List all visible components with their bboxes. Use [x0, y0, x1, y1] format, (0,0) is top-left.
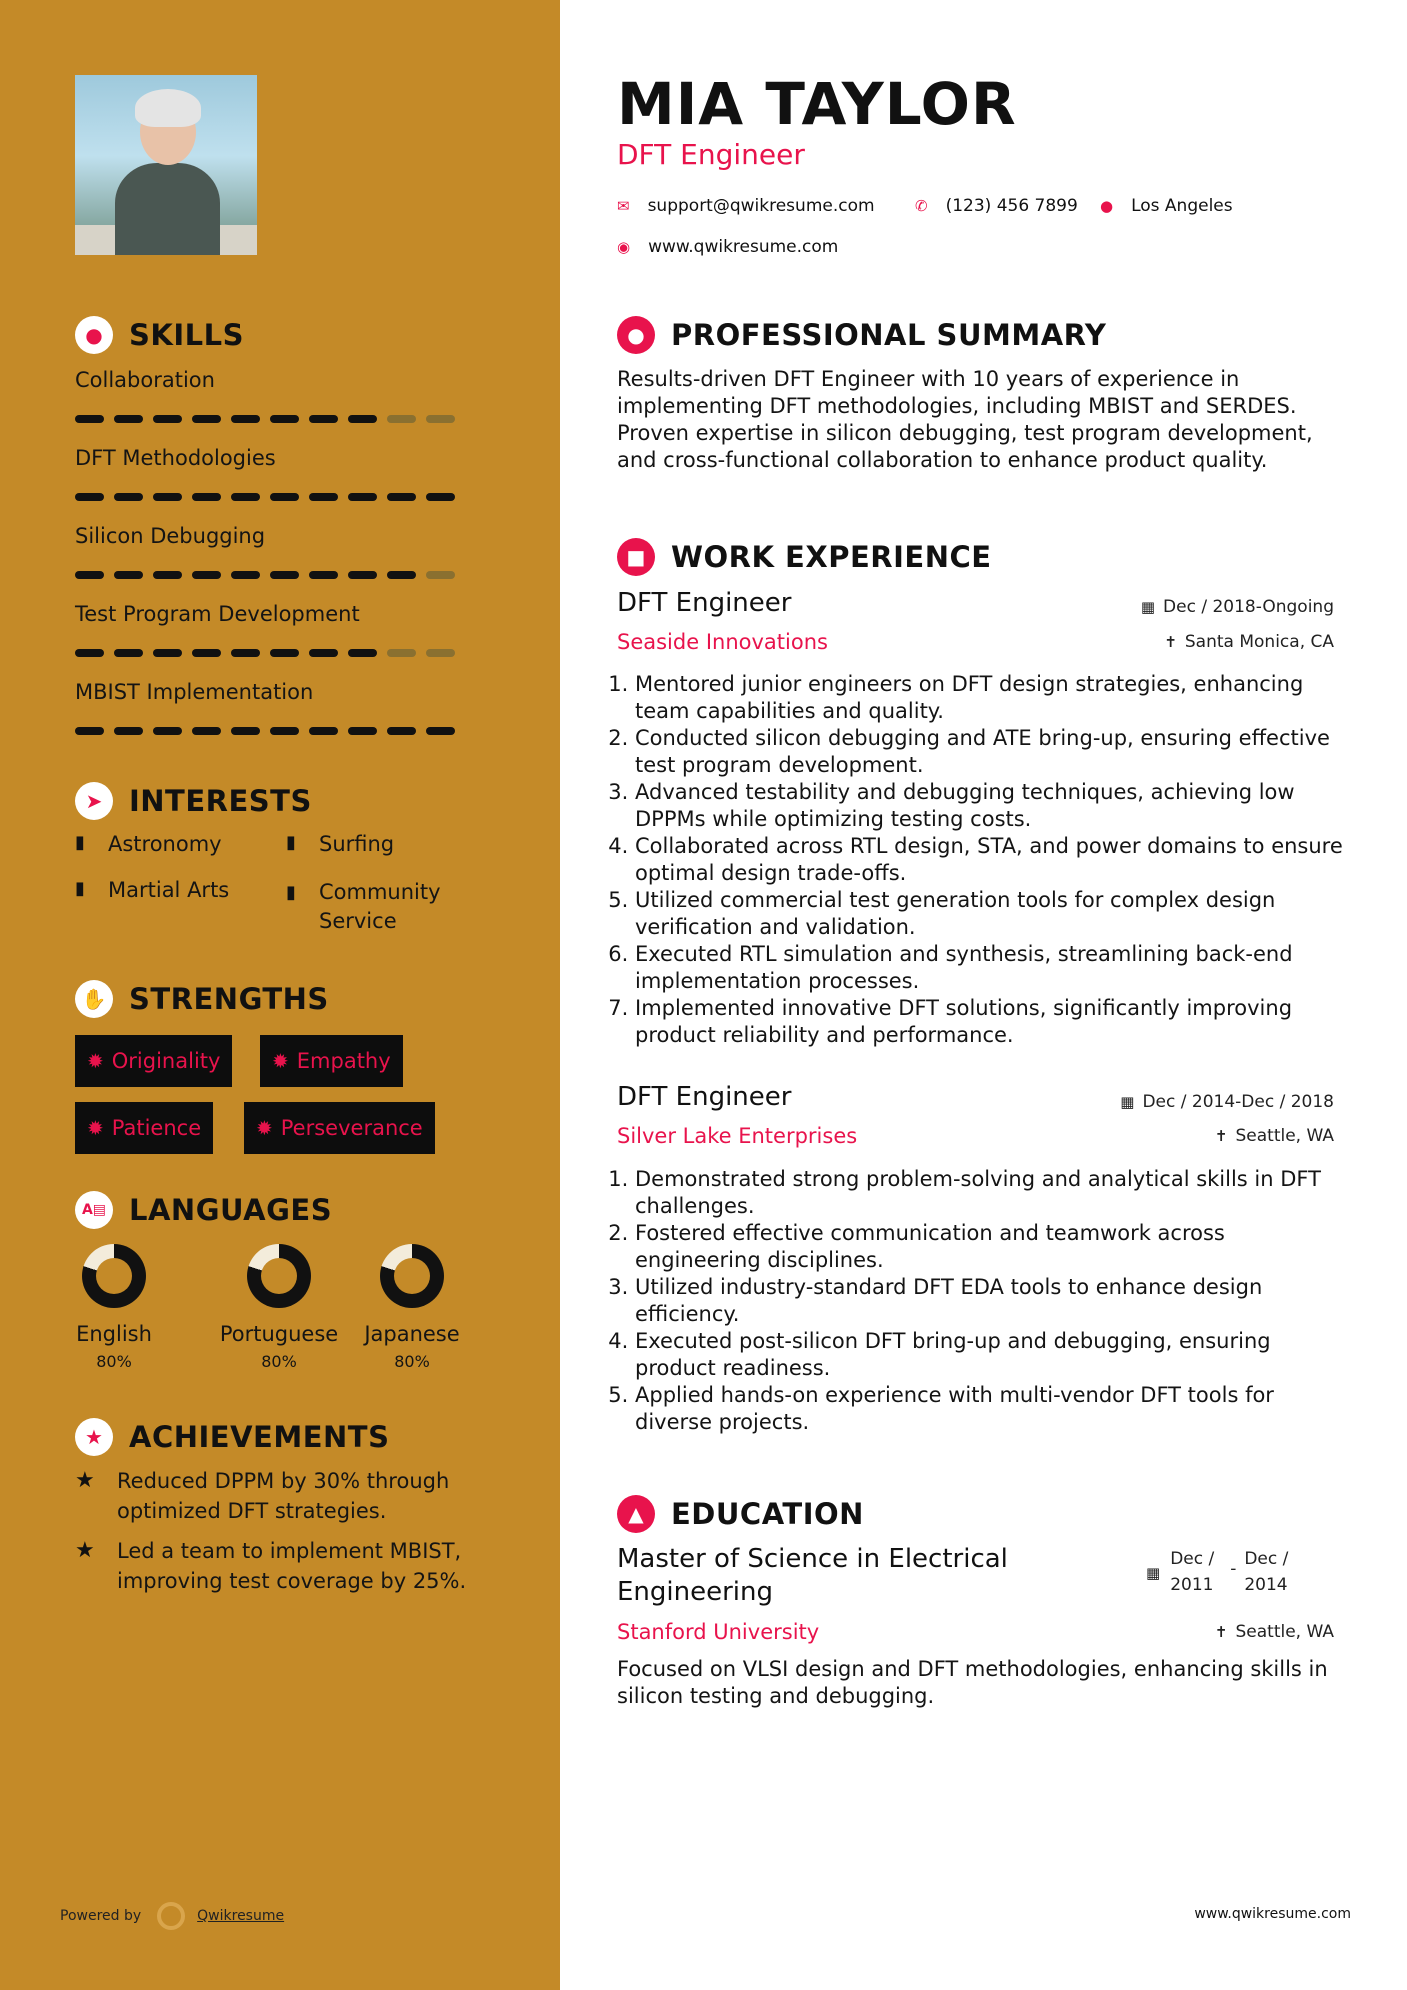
- main-content: [560, 0, 1407, 1990]
- pin-icon: ✝: [1164, 633, 1177, 651]
- powered-by-label: Powered by: [60, 1908, 142, 1924]
- interests-title: INTERESTS: [129, 784, 312, 818]
- job-location-text: Santa Monica, CA: [1184, 632, 1334, 652]
- language-name: English: [76, 1322, 152, 1346]
- skill-level-dash: [153, 493, 182, 501]
- skill-level-dash: [387, 493, 416, 501]
- skill-level-dash: [153, 415, 182, 423]
- strength-tag: [75, 1102, 213, 1154]
- job-location: [1164, 632, 1334, 652]
- skill-level-bar: [75, 415, 455, 423]
- skill-level-dash: [309, 571, 338, 579]
- achievement-item: [75, 1536, 495, 1596]
- paper-plane-icon: ➤: [75, 782, 113, 820]
- duty-item: 5. Utilized commercial test generation tools for complex design verification and validation.: [635, 887, 1357, 941]
- contact-phone[interactable]: [915, 196, 1078, 216]
- education-location-text: Seattle, WA: [1235, 1622, 1334, 1642]
- interests-header: [75, 782, 312, 820]
- strength-tag: [244, 1102, 435, 1154]
- school-name: Stanford University: [617, 1620, 820, 1644]
- globe-icon: ◉: [617, 238, 631, 256]
- duty-item: 6. Executed RTL simulation and synthesis, streamlining back-end implementation processes.: [635, 941, 1357, 995]
- skill-level-dash: [75, 493, 104, 501]
- language-donut: [380, 1244, 444, 1308]
- skill-level-dash: [192, 727, 221, 735]
- duty-item: 1. Demonstrated strong problem-solving and analytical skills in DFT challenges.: [635, 1166, 1357, 1220]
- job-dates-text: Dec / 2018-Ongoing: [1163, 597, 1334, 617]
- interest-label: Astronomy: [108, 832, 222, 856]
- skill-level-dash: [387, 649, 416, 657]
- achievements-title: ACHIEVEMENTS: [129, 1420, 390, 1454]
- location-text: Los Angeles: [1131, 196, 1233, 216]
- degree-title: Master of Science in Electrical Engineering: [617, 1544, 1008, 1607]
- achievements-header: [75, 1418, 389, 1456]
- skill-level-dash: [426, 493, 455, 501]
- skill-level-dash: [387, 415, 416, 423]
- education-start-date: Dec / 2011: [1170, 1549, 1215, 1595]
- interest-label: Martial Arts: [108, 878, 230, 902]
- job-title: DFT Engineer: [617, 1082, 792, 1112]
- badge-icon: ✹: [272, 1049, 289, 1073]
- skill-label: Collaboration: [75, 368, 215, 392]
- job-duties: [617, 671, 1357, 1049]
- language-name: Japanese: [364, 1322, 460, 1346]
- strength-tag: [75, 1035, 232, 1087]
- skill-level-dash: [426, 727, 455, 735]
- translate-icon: A▤: [75, 1191, 113, 1229]
- book-icon: ▮: [286, 882, 296, 903]
- qwikresume-logo-icon: [157, 1902, 185, 1930]
- skill-level-dash: [348, 571, 377, 579]
- book-icon: ▮: [75, 832, 85, 853]
- footer-url[interactable]: www.qwikresume.com: [1194, 1906, 1351, 1922]
- skill-level-dash: [309, 415, 338, 423]
- job-company: Silver Lake Enterprises: [617, 1124, 858, 1148]
- star-icon: ★: [75, 1418, 113, 1456]
- skill-level-dash: [426, 415, 455, 423]
- duty-item: 5. Applied hands-on experience with multi-vendor DFT tools for diverse projects.: [635, 1382, 1357, 1436]
- duty-item: 3. Utilized industry-standard DFT EDA tools to enhance design efficiency.: [635, 1274, 1357, 1328]
- skill-level-dash: [75, 571, 104, 579]
- skill-level-dash: [309, 727, 338, 735]
- interest-item: [286, 832, 394, 856]
- skill-level-bar: [75, 571, 455, 579]
- strength-tag: [260, 1035, 403, 1087]
- duty-item: 2. Fostered effective communication and teamwork across engineering disciplines.: [635, 1220, 1357, 1274]
- skill-level-dash: [114, 571, 143, 579]
- languages-header: [75, 1191, 332, 1229]
- skill-label: DFT Methodologies: [75, 446, 276, 470]
- pin-icon: ✝: [1214, 1127, 1228, 1145]
- calendar-icon: ▦: [1140, 598, 1156, 616]
- language-percent: 80%: [96, 1352, 132, 1371]
- skill-level-dash: [231, 649, 260, 657]
- skill-level-dash: [75, 649, 104, 657]
- skill-level-dash: [75, 727, 104, 735]
- summary-text: Results-driven DFT Engineer with 10 years of experience in implementing DFT methodologies, including MBIST and SERDES. Proven expertise in silicon debugging, test program development, and cross-functional collaboration to enhance product quality.: [617, 367, 1313, 472]
- phone-icon: ✆: [915, 197, 928, 215]
- job-dates: [1141, 597, 1334, 617]
- skill-level-dash: [348, 493, 377, 501]
- skill-level-dash: [75, 415, 104, 423]
- skill-level-dash: [426, 571, 455, 579]
- language-item: [214, 1244, 344, 1371]
- map-pin-icon: ●: [1100, 197, 1114, 215]
- skill-level-dash: [192, 415, 221, 423]
- lightbulb-icon: ●: [75, 316, 113, 354]
- interest-label: Community Service: [319, 880, 441, 933]
- skill-level-dash: [270, 493, 299, 501]
- strength-label: Patience: [111, 1116, 202, 1140]
- skills-title: SKILLS: [129, 318, 244, 352]
- powered-by: [60, 1902, 284, 1930]
- duty-item: 4. Executed post-silicon DFT bring-up and debugging, ensuring product readiness.: [635, 1328, 1357, 1382]
- summary-header: [617, 316, 1106, 354]
- duty-item: 2. Conducted silicon debugging and ATE bring-up, ensuring effective test program development.: [635, 725, 1357, 779]
- strengths-title: STRENGTHS: [129, 982, 329, 1016]
- strengths-header: [75, 980, 329, 1018]
- trophy-star-icon: ★: [75, 1538, 95, 1563]
- skill-level-dash: [114, 727, 143, 735]
- strength-label: Empathy: [296, 1049, 391, 1073]
- achievement-text: Led a team to implement MBIST, improving test coverage by 25%.: [117, 1539, 467, 1593]
- date-separator: -: [1230, 1559, 1237, 1579]
- badge-icon: ✹: [256, 1116, 273, 1140]
- language-item: [49, 1244, 179, 1371]
- skill-label: Silicon Debugging: [75, 524, 266, 548]
- language-name: Portuguese: [219, 1322, 339, 1346]
- language-donut: [82, 1244, 146, 1308]
- skill-level-dash: [192, 571, 221, 579]
- book-icon: ▮: [75, 878, 85, 899]
- interest-item: [75, 832, 222, 856]
- fist-icon: ✋: [75, 980, 113, 1018]
- experience-header: [617, 538, 992, 576]
- badge-icon: ✹: [87, 1116, 104, 1140]
- interest-label: Surfing: [319, 832, 395, 856]
- strength-label: Originality: [111, 1049, 221, 1073]
- achievement-text: Reduced DPPM by 30% through optimized DFT strategies.: [117, 1469, 450, 1523]
- contact-website[interactable]: [617, 237, 838, 257]
- job-company: Seaside Innovations: [617, 630, 828, 654]
- education-description: Focused on VLSI design and DFT methodologies, enhancing skills in silicon testing and debugging.: [617, 1657, 1328, 1708]
- interest-item: [75, 878, 229, 902]
- skill-level-dash: [348, 415, 377, 423]
- education-header: [617, 1495, 864, 1533]
- duty-item: 7. Implemented innovative DFT solutions, significantly improving product reliability and performance.: [635, 995, 1357, 1049]
- experience-title: WORK EXPERIENCE: [671, 540, 992, 574]
- skill-level-dash: [153, 727, 182, 735]
- candidate-role: DFT Engineer: [617, 138, 805, 171]
- calendar-icon: ▦: [1146, 1564, 1161, 1582]
- skill-level-dash: [192, 649, 221, 657]
- skill-level-bar: [75, 649, 455, 657]
- skill-level-bar: [75, 493, 455, 501]
- skill-label: Test Program Development: [75, 602, 360, 626]
- contact-location: [1100, 196, 1233, 216]
- education-end-date: Dec / 2014: [1244, 1549, 1289, 1595]
- skill-level-dash: [348, 649, 377, 657]
- language-percent: 80%: [261, 1352, 297, 1371]
- phone-text: (123) 456 7899: [945, 196, 1078, 216]
- sidebar: [0, 0, 560, 1990]
- achievement-item: [75, 1466, 495, 1526]
- skill-level-dash: [309, 493, 338, 501]
- job-title: DFT Engineer: [617, 588, 792, 618]
- skill-level-dash: [192, 493, 221, 501]
- calendar-icon: ▦: [1120, 1093, 1135, 1111]
- email-text: support@qwikresume.com: [647, 196, 875, 216]
- skill-level-dash: [387, 571, 416, 579]
- contact-email[interactable]: [617, 196, 875, 216]
- website-text: www.qwikresume.com: [648, 237, 839, 257]
- skill-level-dash: [387, 727, 416, 735]
- skill-level-dash: [231, 493, 260, 501]
- skill-level-dash: [153, 571, 182, 579]
- skill-level-dash: [231, 727, 260, 735]
- skill-level-dash: [114, 493, 143, 501]
- skill-level-dash: [426, 649, 455, 657]
- job-location-text: Seattle, WA: [1235, 1126, 1334, 1146]
- language-percent: 80%: [394, 1352, 430, 1371]
- qwikresume-link[interactable]: Qwikresume: [197, 1908, 285, 1924]
- pin-icon: ✝: [1214, 1623, 1228, 1641]
- interest-item: [286, 878, 486, 936]
- skill-level-dash: [114, 415, 143, 423]
- language-donut: [247, 1244, 311, 1308]
- skill-level-dash: [231, 415, 260, 423]
- skill-level-dash: [270, 415, 299, 423]
- job-duties: [617, 1166, 1357, 1436]
- summary-title: PROFESSIONAL SUMMARY: [671, 318, 1107, 352]
- skill-level-dash: [270, 649, 299, 657]
- skill-level-dash: [153, 649, 182, 657]
- skill-label: MBIST Implementation: [75, 680, 314, 704]
- duty-item: 1. Mentored junior engineers on DFT design strategies, enhancing team capabilities and quality.: [635, 671, 1357, 725]
- profile-photo: [75, 75, 257, 255]
- strength-label: Perseverance: [280, 1116, 423, 1140]
- education-title: EDUCATION: [671, 1497, 864, 1531]
- user-icon: ●: [617, 316, 655, 354]
- duty-item: 4. Collaborated across RTL design, STA, and power domains to ensure optimal design trade-offs.: [635, 833, 1357, 887]
- graduation-cap-icon: ▲: [617, 1495, 655, 1533]
- skill-level-dash: [270, 571, 299, 579]
- candidate-name: MIA TAYLOR: [617, 70, 1017, 138]
- languages-title: LANGUAGES: [129, 1193, 333, 1227]
- skills-header: [75, 316, 244, 354]
- office-chair-icon: ■: [617, 538, 655, 576]
- language-item: [347, 1244, 477, 1371]
- skill-level-bar: [75, 727, 455, 735]
- trophy-star-icon: ★: [75, 1468, 95, 1493]
- badge-icon: ✹: [87, 1049, 104, 1073]
- skill-level-dash: [270, 727, 299, 735]
- book-icon: ▮: [286, 832, 296, 853]
- skill-level-dash: [114, 649, 143, 657]
- envelope-icon: ✉: [617, 197, 630, 215]
- job-location: [1215, 1126, 1334, 1146]
- skill-level-dash: [231, 571, 260, 579]
- duty-item: 3. Advanced testability and debugging techniques, achieving low DPPMs while optimizing testing costs.: [635, 779, 1357, 833]
- job-dates-text: Dec / 2014-Dec / 2018: [1142, 1092, 1334, 1112]
- job-dates: [1120, 1092, 1334, 1112]
- skill-level-dash: [348, 727, 377, 735]
- education-dates: [1146, 1546, 1296, 1598]
- skill-level-dash: [309, 649, 338, 657]
- education-location: [1215, 1622, 1334, 1642]
